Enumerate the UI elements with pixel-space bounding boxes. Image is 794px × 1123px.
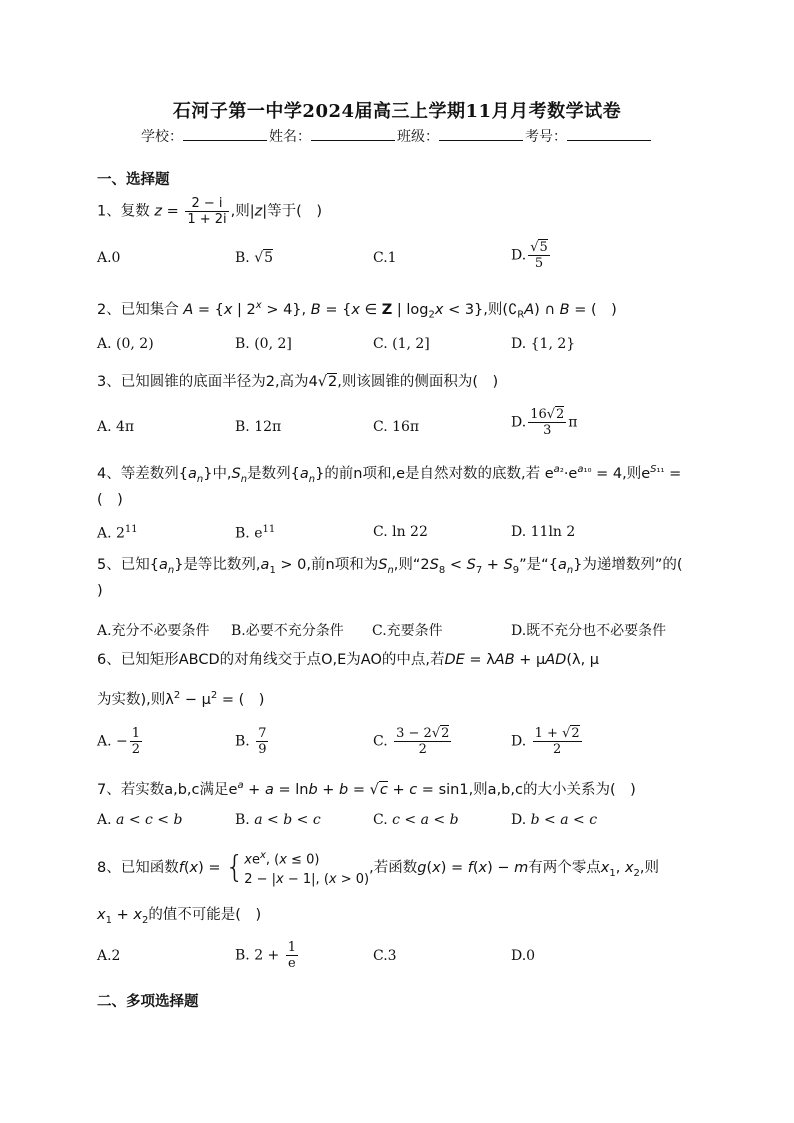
school-label: 学校： <box>141 129 183 145</box>
q5-option-b[interactable]: B.必要不充分条件 <box>231 623 344 639</box>
question-1: 1、复数 z = $\frac{2 - i}{1 + 2i}$ ,则|z|等于( ) <box>97 196 322 227</box>
question-4: 4、等差数列$\{a_n\}$中$,S_n$是数列$\{a_n\}$的前n项和,e是自然对数的底数,若 $e^{a_2}\cdot e^{a_{10}} = 4$,则$e^{S_{11}}$ = ( ) <box>97 464 682 508</box>
q1-option-c[interactable]: C.1 <box>373 250 397 266</box>
q1-option-a[interactable]: A.0 <box>97 250 121 266</box>
question-8: 8、已知函数$f(x) = \{xe^x$, (x ≤ 0) 2 − |x − 1|, (x > 0),若函数g(x) = f(x) − m有两个零点$x_1$, $x_2$,则 <box>97 850 660 888</box>
q7-option-a[interactable]: A. a < c < b <box>97 812 183 828</box>
q6-option-c[interactable]: C. $\frac{3 - 2√2}{2}$ <box>373 726 450 757</box>
q4-option-d[interactable]: D. 11ln 2 <box>511 524 576 540</box>
q5-option-c[interactable]: C.充要条件 <box>372 623 443 639</box>
q8-options <box>97 940 697 988</box>
question-5: 5、已知$\{a_n\}$是等比数列$,a_1 > 0$,前n项和为$S_n$,则“$2S_8 < S_7 + S_9$”是“$\{a_n\}$为递增数列”的( ) <box>97 557 683 599</box>
school-blank[interactable] <box>183 126 267 141</box>
q8-option-d[interactable]: D.0 <box>511 948 536 964</box>
q7-option-c[interactable]: C. c < a < b <box>373 812 459 828</box>
exam-title: 石河子第一中学2024届高三上学期11月月考数学试卷 <box>172 101 622 122</box>
q3-options <box>97 407 697 459</box>
class-blank[interactable] <box>439 126 523 141</box>
question-2: 2、已知集合 A = {x | $2^x > 4$}, B = {x ∈ Z | $\log_2x < 3$},则$(∁_RA)$ ∩ B = ( ) <box>97 300 617 321</box>
class-label: 班级： <box>397 129 439 145</box>
question-3: 3、已知圆锥的底面半径为2,高为4√2,则该圆锥的侧面积为( ) <box>97 374 499 390</box>
q2-option-c[interactable]: C. (1, 2] <box>373 336 430 352</box>
q2-options <box>97 336 697 376</box>
q6-option-a[interactable]: A. − $\frac{1}{2}$ <box>97 726 141 757</box>
q1-option-b[interactable]: B. √5 <box>235 250 274 266</box>
q6-options <box>97 726 697 766</box>
q4-option-c[interactable]: C. ln 22 <box>373 524 428 540</box>
q4-option-a[interactable]: A. $2^{11}$ <box>97 524 138 542</box>
q3-option-a[interactable]: A. 4π <box>97 419 135 435</box>
q4-option-b[interactable]: B. $e^{11}$ <box>235 524 276 542</box>
question-6-cont: 为实数),则$\lambda^2 - \mu^2$ = ( ) <box>97 690 265 708</box>
q5-option-d[interactable]: D.既不充分也不必要条件 <box>511 623 667 639</box>
name-blank[interactable] <box>311 126 395 141</box>
q8-option-c[interactable]: C.3 <box>373 948 397 964</box>
q8-option-a[interactable]: A.2 <box>97 948 121 964</box>
q6-option-b[interactable]: B. $\frac{7}{9}$ <box>235 726 267 757</box>
student-info-line <box>0 126 794 146</box>
q7-option-b[interactable]: B. a < b < c <box>235 812 321 828</box>
q3-option-b[interactable]: B. 12π <box>235 419 282 435</box>
section-heading-1: 一、选择题 <box>97 172 170 188</box>
q7-option-d[interactable]: D. b < a < c <box>511 812 598 828</box>
name-label: 姓名： <box>269 129 311 145</box>
question-7: 7、若实数a,b,c满足$e^a + a = \ln b + b = √c + c = \sin 1$,则a,b,c的大小关系为( ) <box>97 780 636 798</box>
question-6: 6、已知矩形ABCD的对角线交于点O,E为AO的中点,若DE = λAB + μAD(λ, μ <box>97 652 600 668</box>
q8-option-b[interactable]: B. 2 + $\frac{1}{e}$ <box>235 940 297 971</box>
q3-option-d[interactable]: D. $\frac{16√2}{3}$ π <box>511 407 578 438</box>
q2-option-a[interactable]: A. (0, 2) <box>97 336 154 352</box>
exam-no-blank[interactable] <box>567 126 651 141</box>
q6-option-d[interactable]: D. $\frac{1 + √2}{2}$ <box>511 726 580 757</box>
section-heading-2: 二、多项选择题 <box>97 994 199 1010</box>
question-8-cont: $x_1 + x_2$的值不可能是( ) <box>97 907 262 926</box>
q5-option-a[interactable]: A.充分不必要条件 <box>97 623 210 639</box>
q1-option-d[interactable]: D. $\frac{√5}{5}$ <box>511 240 548 271</box>
q2-option-d[interactable]: D. {1, 2} <box>511 336 576 352</box>
q1-options <box>97 240 697 290</box>
q2-option-b[interactable]: B. (0, 2] <box>235 336 292 352</box>
exam-no-label: 考号： <box>525 129 567 145</box>
q3-option-c[interactable]: C. 16π <box>373 419 420 435</box>
